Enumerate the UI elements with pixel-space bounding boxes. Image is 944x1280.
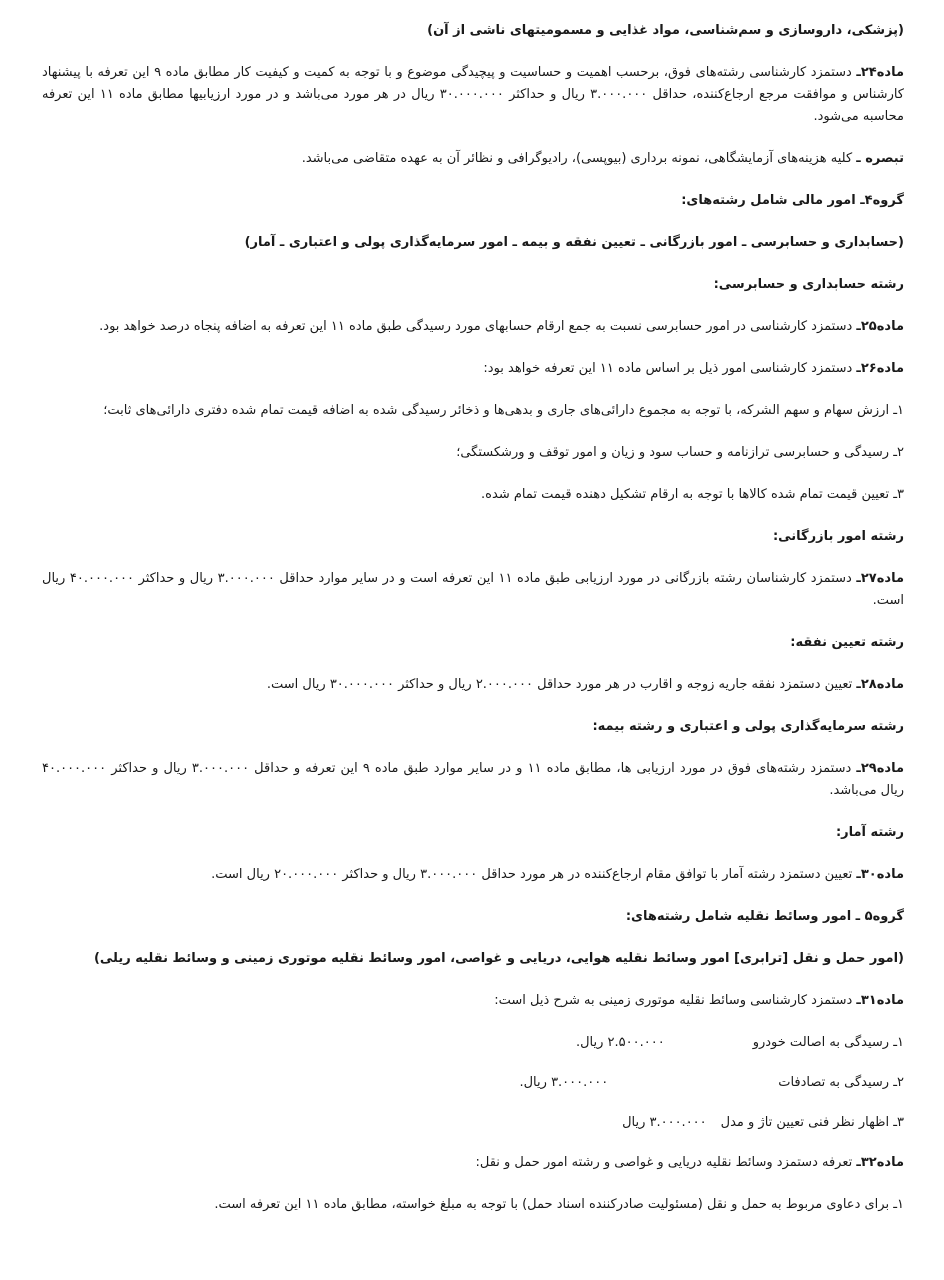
- list-item-2: ۲ـ رسیدگی و حسابرسی ترازنامه و حساب سود و زیان و امور توقف و ورشکستگی؛: [456, 445, 904, 460]
- fee-item-amount: ۳.۰۰۰.۰۰۰ ریال.: [519, 1075, 609, 1090]
- group-4-heading: گروه۴ـ امور مالی شامل رشته‌های:: [681, 193, 904, 208]
- article-32: [42, 1152, 904, 1174]
- article-label: ماده۳۲ـ: [856, 1155, 904, 1170]
- article-25: [42, 316, 904, 338]
- article-label: ماده۲۹ـ: [856, 761, 904, 776]
- fee-item-label: ۱ـ رسیدگی به اصالت خودرو: [752, 1035, 904, 1050]
- article-30: [42, 864, 904, 886]
- article-text: دستمزد کارشناسی وسائط نقلیه موتوری زمینی به شرح ذیل است:: [494, 993, 857, 1008]
- article-29: [42, 758, 904, 802]
- article-label: ماده۲۸ـ: [856, 677, 904, 692]
- section-heading-medical: (پزشکی، داروسازی و سم‌شناسی، مواد غذایی و مسمومیتهای ناشی از آن): [427, 23, 904, 38]
- article-label: ماده۲۷ـ: [856, 571, 904, 586]
- article-28: [42, 674, 904, 696]
- note-label: تبصره ـ: [856, 151, 904, 166]
- field-investment-heading: رشته سرمایه‌گذاری پولی و اعتباری و رشته بیمه:: [592, 719, 904, 734]
- article-text: تعیین دستمزد نفقه جاریه زوجه و اقارب در هر مورد حداقل ۲.۰۰۰.۰۰۰ ریال و حداکثر ۳۰.۰۰۰.۰۰۰ ریال است.: [266, 677, 857, 692]
- field-commerce-heading: رشته امور بازرگانی:: [772, 529, 904, 544]
- article-text: دستمزد رشته‌های فوق در مورد ارزیابی ها، مطابق ماده ۱۱ و در سایر موارد طبق ماده ۹ این تعرفه و حداقل ۳.۰۰۰.۰۰۰ ریال و حداکثر ۴۰.۰۰۰.۰۰۰ ریال می‌باشد.: [42, 761, 904, 798]
- article-text: تعیین دستمزد رشته آمار با توافق مقام ارجاع‌کننده در هر مورد حداقل ۳.۰۰۰.۰۰۰ ریال و حداکثر ۲۰.۰۰۰.۰۰۰ ریال است.: [211, 867, 857, 882]
- field-alimony-heading: رشته تعیین نفقه:: [790, 635, 904, 650]
- field-statistics-heading: رشته آمار:: [835, 825, 904, 840]
- group-5-fields: (امور حمل و نقل [ترابری] امور وسائط نقلیه هوایی، دریایی و غواصی، امور وسائط نقلیه موتوری زمینی و وسائط نقلیه ریلی): [93, 951, 904, 966]
- article-label: ماده۳۱ـ: [856, 993, 904, 1008]
- article-text: دستمزد کارشناسی امور ذیل بر اساس ماده ۱۱ این تعرفه خواهد بود:: [483, 361, 857, 376]
- fee-item-amount: ۲.۵۰۰.۰۰۰ ریال.: [575, 1035, 665, 1050]
- article-text: دستمزد کارشناسان رشته بازرگانی در مورد ارزیابی طبق ماده ۱۱ این تعرفه است و در سایر موارد حداقل ۳.۰۰۰.۰۰۰ ریال و حداکثر ۴۰.۰۰۰.۰۰۰ ریال است.: [42, 571, 904, 608]
- list-item-3: ۳ـ تعیین قیمت تمام شده کالاها با توجه به ارقام تشکیل دهنده قیمت تمام شده.: [481, 487, 904, 502]
- article-label: ماده۲۶ـ: [856, 361, 904, 376]
- list-item-transport-1: ۱ـ برای دعاوی مربوط به حمل و نقل (مسئولیت صادرکننده اسناد حمل) با توجه به مبلغ خواسته، مطابق ماده ۱۱ این تعرفه است.: [214, 1197, 904, 1212]
- fee-item-3: [42, 1112, 904, 1134]
- article-24: [42, 62, 904, 128]
- note-text: کلیه هزینه‌های آزمایشگاهی، نمونه برداری (بیوپسی)، رادیوگرافی و نظائر آن به عهده متقاضی می‌باشد.: [301, 151, 857, 166]
- article-text: دستمزد کارشناسی رشته‌های فوق، برحسب اهمیت و حساسیت و پیچیدگی موضوع و با توجه به کمیت و کیفیت کار مطابق ماده ۹ این تعرفه با پیشنهاد کارشناس و موافقت مرجع ارجاع‌کننده، حداقل ۳.۰۰۰.۰۰۰ ریال و حداکثر ۳۰.۰۰۰.۰۰۰ ریال در هر مورد می‌باشد و در مورد ارزیابیها مطابق ماده ۱۱ این تعرفه محاسبه می‌شود.: [42, 65, 904, 124]
- article-label: ماده۳۰ـ: [856, 867, 904, 882]
- fee-item-label: ۳ـ اظهار نظر فنی تعیین تاژ و مدل: [720, 1115, 904, 1130]
- article-text: تعرفه دستمزد وسائط نقلیه دریایی و غواصی و رشته امور حمل و نقل:: [475, 1155, 857, 1170]
- fee-item-label: ۲ـ رسیدگی به تصادفات: [778, 1075, 904, 1090]
- group-5-heading: گروه۵ ـ امور وسائط نقلیه شامل رشته‌های:: [625, 909, 904, 924]
- article-label: ماده۲۴ـ: [856, 65, 904, 80]
- list-item-1: ۱ـ ارزش سهام و سهم الشرکه، با توجه به مجموع دارائی‌های جاری و بدهی‌ها و ذخائر رسیدگی شده به اضافه قیمت تمام شده دفتری دارائی‌های ثابت؛: [103, 403, 904, 418]
- note: [42, 148, 904, 170]
- group-4-fields: (حسابداری و حسابرسی ـ امور بازرگانی ـ تعیین نفقه و بیمه ـ امور سرمایه‌گذاری پولی و اعتباری ـ آمار): [244, 235, 904, 250]
- article-31: [42, 990, 904, 1012]
- fee-item-2: [42, 1072, 904, 1094]
- article-26: [42, 358, 904, 380]
- article-label: ماده۲۵ـ: [856, 319, 904, 334]
- field-accounting-heading: رشته حسابداری و حسابرسی:: [713, 277, 904, 292]
- fee-item-1: [42, 1032, 904, 1054]
- fee-item-amount: ۳.۰۰۰.۰۰۰ ریال: [622, 1115, 707, 1130]
- article-text: دستمزد کارشناسی در امور حسابرسی نسبت به جمع ارقام حسابهای مورد رسیدگی طبق ماده ۱۱ این تعرفه به اضافه پنجاه درصد خواهد بود.: [99, 319, 857, 334]
- article-27: [42, 568, 904, 612]
